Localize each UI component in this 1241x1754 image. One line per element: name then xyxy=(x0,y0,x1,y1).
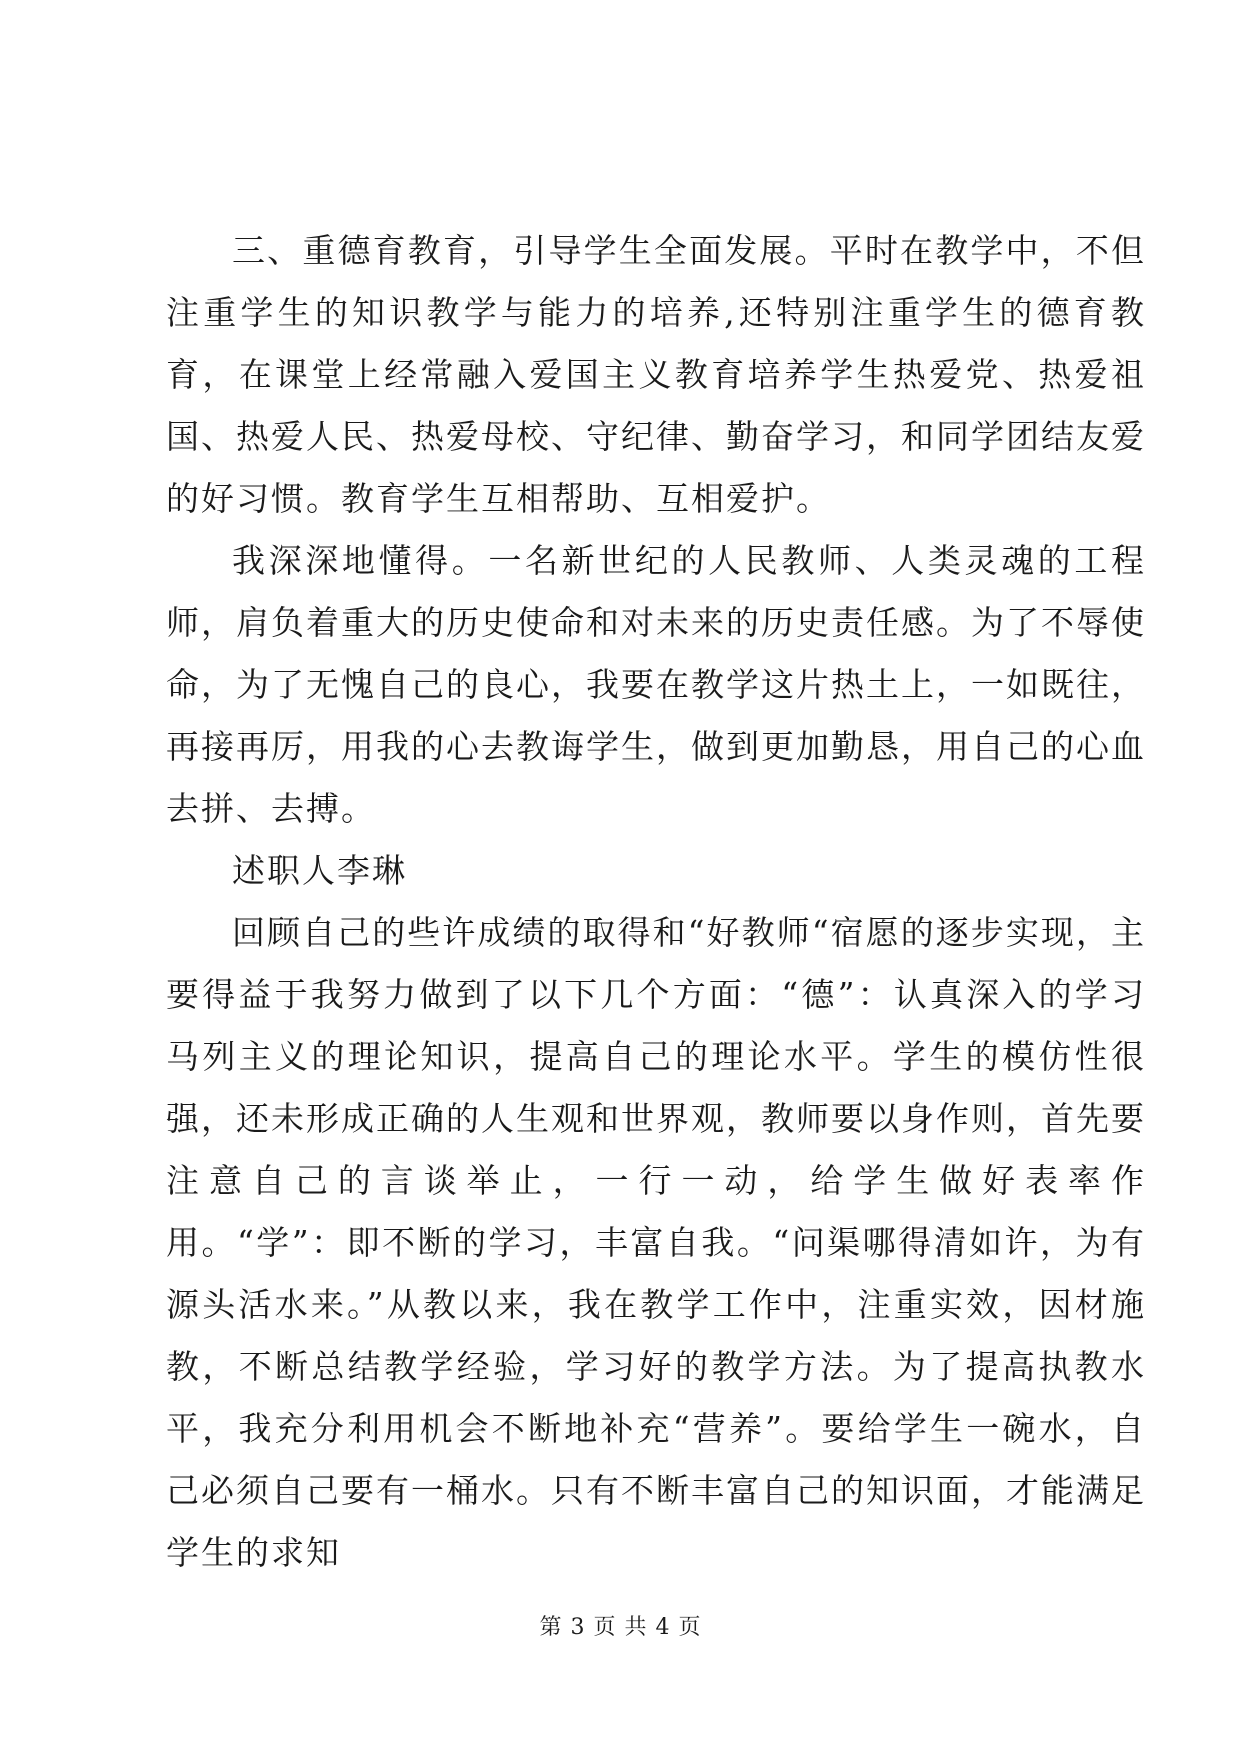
page-footer: 第 3 页 共 4 页 xyxy=(539,1615,702,1640)
paragraph-signature: 述职人李琳 xyxy=(232,851,407,890)
document-body xyxy=(166,220,1146,1584)
paragraph-mission: 我深深地懂得。一名新世纪的人民教师、人类灵魂的工程师，肩负着重大的历史使命和对未来的历史责任感。为了不辱使命，为了无愧自己的良心，我要在教学这片热土上，一如既往，再接再厉，用我的心去教诲学生，做到更加勤恳，用自己的心血去拼、去搏。 xyxy=(166,541,1146,828)
paragraph-moral-education: 三、重德育教育，引导学生全面发展。平时在教学中，不但注重学生的知识教学与能力的培养,还特别注重学生的德育教育，在课堂上经常融入爱国主义教育培养学生热爱党、热爱祖国、热爱人民、热爱母校、守纪律、勤奋学习，和同学团结友爱的好习惯。教育学生互相帮助、互相爱护。 xyxy=(166,231,1146,518)
paragraph-review: 回顾自己的些许成绩的取得和“好教师“宿愿的逐步实现，主要得益于我努力做到了以下几个方面：“德”：认真深入的学习马列主义的理论知识，提高自己的理论水平。学生的模仿性很强，还未形成正确的人生观和世界观，教师要以身作则，首先要注意自己的言谈举止，一行一动，给学生做好表率作用。“学”：即不断的学习，丰富自我。“问渠哪得清如许，为有源头活水来。”从教以来，我在教学工作中，注重实效，因材施教，不断总结教学经验，学习好的教学方法。为了提高执教水平，我充分利用机会不断地补充“营养”。要给学生一碗水，自己必须自己要有一桶水。只有不断丰富自己的知识面，才能满足学生的求知 xyxy=(166,913,1146,1572)
